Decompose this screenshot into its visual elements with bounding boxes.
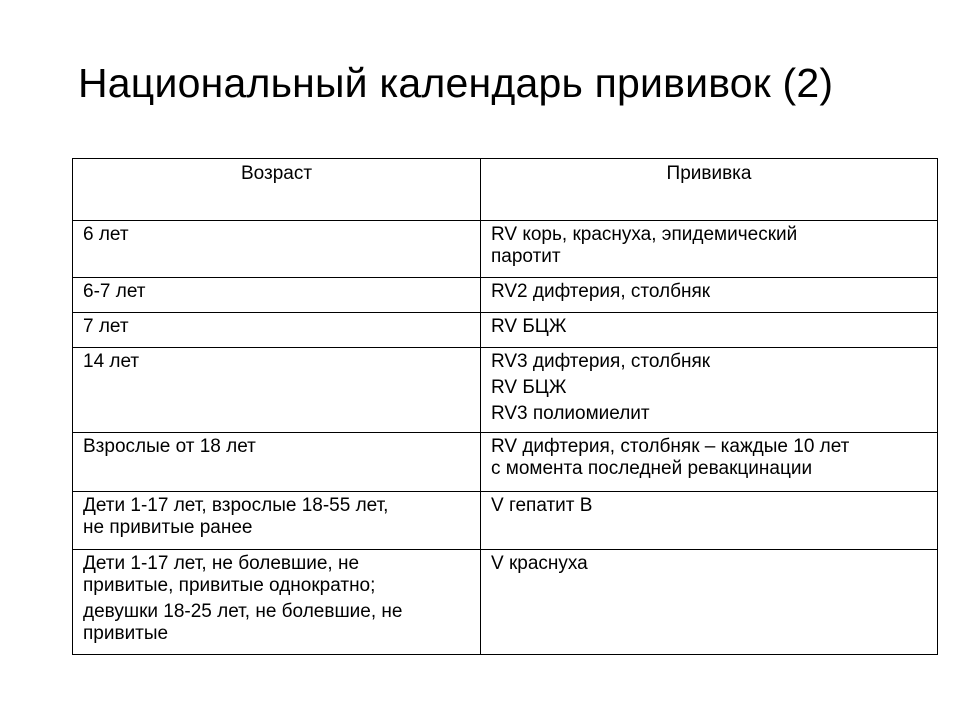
table-row	[73, 348, 938, 433]
age-text: 6-7 лет	[83, 281, 146, 302]
age-text: девушки 18-25 лет, не болевшие, не	[83, 601, 403, 622]
table-row	[73, 492, 938, 550]
age-text: 6 лет	[83, 224, 129, 245]
age-text: не привитые ранее	[83, 517, 253, 538]
age-text: привитые, привитые однократно;	[83, 575, 376, 596]
table-row	[73, 550, 938, 655]
page-title: Национальный календарь прививок (2)	[78, 60, 834, 106]
vaccine-text: RV2 дифтерия, столбняк	[491, 281, 711, 302]
vaccine-cell	[481, 550, 938, 655]
age-text: Дети 1-17 лет, взрослые 18-55 лет,	[83, 495, 389, 516]
vaccine-cell	[481, 313, 938, 348]
vaccine-text: V гепатит В	[491, 495, 593, 516]
age-cell	[73, 492, 481, 550]
table-row	[73, 221, 938, 278]
table-row	[73, 433, 938, 492]
vaccine-text: RV БЦЖ	[491, 377, 567, 398]
age-cell	[73, 313, 481, 348]
vaccine-cell	[481, 348, 938, 433]
age-text: 14 лет	[83, 351, 140, 372]
vaccine-cell	[481, 278, 938, 313]
vaccine-text: RV дифтерия, столбняк – каждые 10 лет	[491, 436, 850, 457]
age-text: Взрослые от 18 лет	[83, 436, 256, 457]
age-text: привитые	[83, 623, 169, 644]
vaccine-text: V краснуха	[491, 553, 588, 574]
vaccine-text: RV БЦЖ	[491, 316, 567, 337]
age-cell	[73, 221, 481, 278]
age-cell	[73, 550, 481, 655]
vaccine-text: RV3 дифтерия, столбняк	[491, 351, 711, 372]
table-row	[73, 278, 938, 313]
vaccination-table	[72, 158, 938, 655]
table-header-row	[73, 159, 938, 221]
age-cell	[73, 278, 481, 313]
age-text: 7 лет	[83, 316, 129, 337]
column-header-age: Возраст	[73, 159, 481, 221]
age-cell	[73, 348, 481, 433]
age-text: Дети 1-17 лет, не болевшие, не	[83, 553, 360, 574]
vaccine-cell	[481, 433, 938, 492]
age-cell	[73, 433, 481, 492]
column-header-vaccine: Прививка	[481, 159, 938, 221]
vaccine-text: RV корь, краснуха, эпидемический	[491, 224, 798, 245]
vaccine-text: с момента последней ревакцинации	[491, 458, 813, 479]
vaccine-cell	[481, 492, 938, 550]
vaccine-cell	[481, 221, 938, 278]
table-row	[73, 313, 938, 348]
vaccine-text: паротит	[491, 246, 561, 267]
vaccine-text: RV3 полиомиелит	[491, 403, 650, 424]
